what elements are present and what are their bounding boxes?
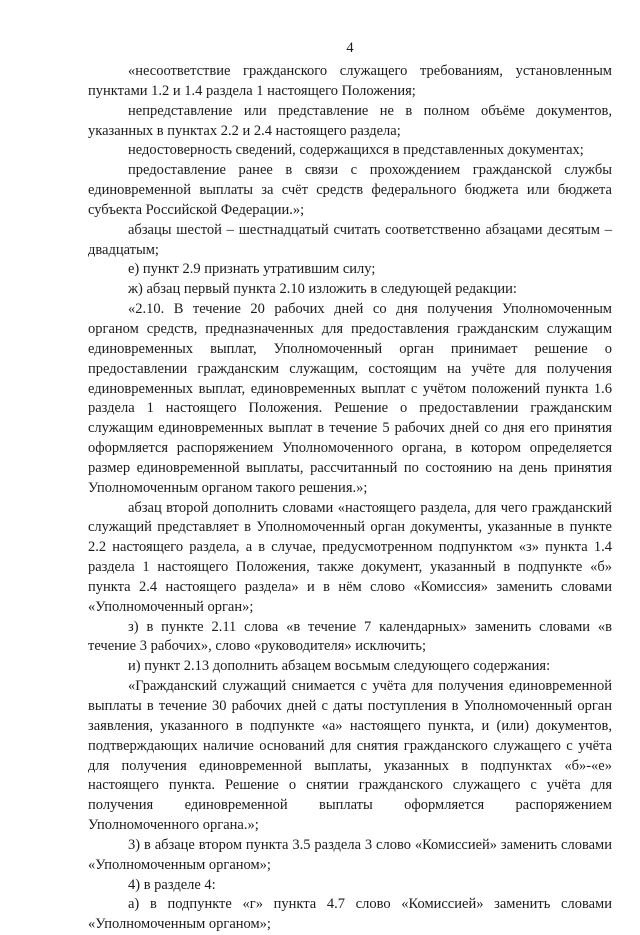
- paragraph: недостоверность сведений, содержащихся в представленных документах;: [128, 142, 584, 159]
- paragraph: 3) в абзаце втором пункта 3.5 раздела 3 слово «Комиссией» заменить словами «Уполномоченным органом»;: [88, 836, 612, 873]
- paragraph: 4) в разделе 4:: [128, 876, 216, 893]
- paragraph: е) пункт 2.9 признать утратившим силу;: [128, 261, 376, 278]
- paragraph: «Гражданский служащий снимается с учёта для получения единовременной выплаты в течение 30 рабочих дней с даты поступления в Уполномоченный орган заявления, указанного в подпункте «а» настоящего пункта, и (или) документов, подтверждающих наличие оснований для снятия гражданского служащего с учёта для получения единовременной выплаты, указанных в подпунктах «б»-«е» настоящего пункта. Решение о снятии гражданского служащего с учёта для получения единовременной выплаты оформляется распоряжением Уполномоченного органа.»;: [88, 678, 612, 834]
- paragraph: а) в подпункте «г» пункта 4.7 слово «Комиссией» заменить словами «Уполномоченным органом»;: [88, 896, 612, 933]
- paragraph: «несоответствие гражданского служащего требованиям, установленным пунктами 1.2 и 1.4 раздела 1 настоящего Положения;: [88, 63, 612, 99]
- page-number: 4: [346, 40, 354, 56]
- paragraph: з) в пункте 2.11 слова «в течение 7 календарных» заменить словами «в течение 3 рабочих», слово «руководителя» исключить;: [88, 618, 612, 655]
- paragraph: и) пункт 2.13 дополнить абзацем восьмым следующего содержания:: [128, 658, 551, 675]
- paragraph: непредставление или представление не в полном объёме документов, указанных в пунктах 2.2 и 2.4 настоящего раздела;: [88, 102, 612, 139]
- document-body: [88, 62, 612, 935]
- paragraph: предоставление ранее в связи с прохождением гражданской службы единовременной выплаты за счёт средств федерального бюджета или бюджета субъекта Российской Федерации.»;: [88, 162, 612, 218]
- paragraph: абзацы шестой – шестнадцатый считать соответственно абзацами десятым – двадцатым;: [88, 221, 612, 258]
- paragraph: ж) абзац первый пункта 2.10 изложить в следующей редакции:: [128, 281, 517, 298]
- paragraph: «2.10. В течение 20 рабочих дней со дня получения Уполномоченным органом средств, предназначенных для предоставления гражданским служащим единовременных выплат, Уполномоченный орган принимает решение о предоставлении гражданским служащим, состоящим на учёте для получения единовременных выплат, единовременных выплат с учётом положений пункта 1.6 раздела 1 настоящего Положения. Решение о предоставлении гражданским служащим единовременных выплат в течение 5 рабочих дней со дня его принятия оформляется распоряжением Уполномоченного органа, в котором определяется размер единовременной выплаты, рассчитанный по состоянию на день принятия Уполномоченным органом такого решения.»;: [88, 301, 612, 496]
- paragraph: абзац второй дополнить словами «настоящего раздела, для чего гражданский служащий представляет в Уполномоченный орган документы, указанные в пункте 2.2 настоящего раздела, а в случае, предусмотренном подпунктом «з» пункта 1.4 раздела 1 настоящего Положения, также документ, указанный в подпункте «б» пункта 2.4 настоящего раздела» и в нём слово «Комиссия» заменить словами «Уполномоченный орган»;: [88, 499, 612, 615]
